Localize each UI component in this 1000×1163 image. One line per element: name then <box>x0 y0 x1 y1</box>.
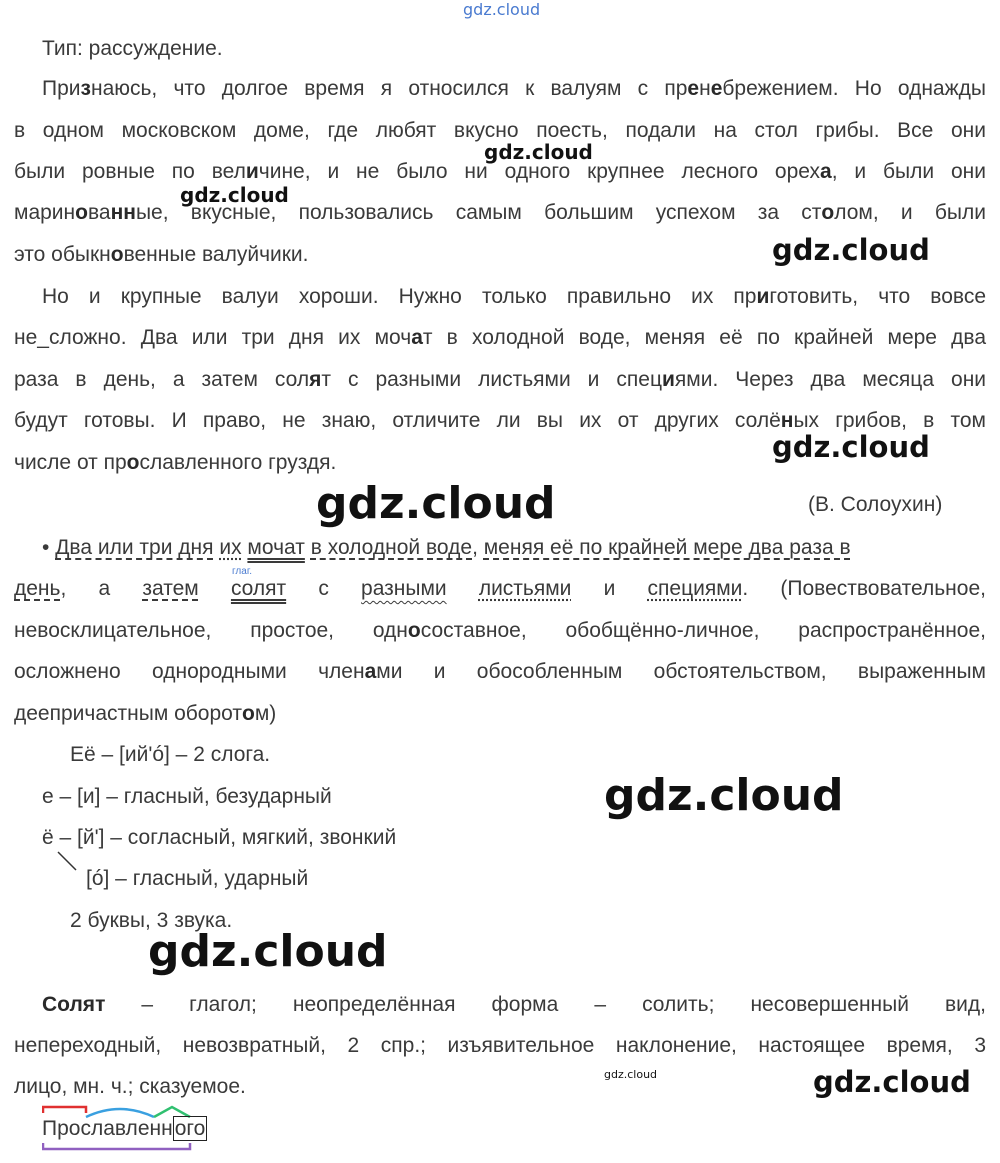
highlighted-letter: а <box>820 160 832 183</box>
phonetic-summary: 2 буквы, 3 звука. <box>70 909 233 932</box>
object-word-3: специями <box>647 577 743 600</box>
text-fragment: это обыкн <box>14 243 111 266</box>
analysis-line5 <box>14 701 986 727</box>
text-fragment: осложнено однородными член <box>14 660 365 683</box>
highlighted-letter: о <box>407 619 421 642</box>
highlighted-letter: а <box>411 326 423 349</box>
text-fragment: ва <box>87 201 111 224</box>
text-fragment: ми и обособленным обстоятельством, выраженным <box>376 660 986 683</box>
highlighted-letter: и <box>661 368 675 391</box>
text-fragment: При <box>42 77 81 100</box>
highlighted-letter: о <box>126 451 140 474</box>
highlighted-letter: е <box>687 77 700 100</box>
text-fragment: брежением. Но однажды <box>722 77 986 100</box>
paragraph1-line <box>14 159 986 185</box>
attribute-word: разными <box>361 577 447 600</box>
watermark: gdz.cloud <box>772 233 930 267</box>
text-fragment: чине, и не было ни одного крупнее лесного орех <box>258 160 820 183</box>
text-fragment: будут готовы. И право, не знаю, отличите ли вы их от других солё <box>14 409 781 432</box>
text-fragment: . (Повествовательное, <box>742 577 986 600</box>
text-fragment: Но и крупные валуи хороши. Нужно только правильно их пр <box>42 285 757 308</box>
highlighted-letter: и <box>756 285 770 308</box>
text-fragment: – глагол; неопределённая форма – солить; несовершенный вид, <box>141 993 986 1016</box>
text-fragment: невосклицательное, простое, одн <box>14 619 408 642</box>
watermark: gdz.cloud <box>148 926 388 977</box>
highlighted-letter: нн <box>110 201 136 224</box>
highlighted-letter: з <box>80 77 91 100</box>
watermark: gdz.cloud <box>813 1065 971 1099</box>
watermark: gdz.cloud <box>316 478 556 529</box>
text-fragment: числе от пр <box>14 451 127 474</box>
object-word-2: листьями <box>478 577 572 600</box>
phonetic-line: [ó] – гласный, ударный <box>86 867 309 890</box>
watermark: gdz.cloud <box>484 140 593 164</box>
word-composition <box>42 1103 242 1155</box>
adverbial-time: Два или три дня <box>55 536 214 559</box>
phonetic-line: ё – [й'] – согласный, мягкий, звонкий <box>42 826 397 849</box>
phonetic-line: е – [и] – гласный, безударный <box>42 785 332 808</box>
text-fragment: ых грибов, в том <box>793 409 986 432</box>
text-fragment: лом, и были <box>834 201 987 224</box>
analyzed-word: Солят <box>42 993 106 1016</box>
paragraph1-line <box>14 200 986 226</box>
analysis-sentence-line2 <box>14 576 986 602</box>
highlighted-letter: о <box>110 243 124 266</box>
watermark: gdz.cloud <box>180 183 289 207</box>
text-type-line: Тип: рассуждение. <box>42 37 223 60</box>
text-fragment: м) <box>254 702 277 725</box>
paragraph2-line <box>14 450 986 476</box>
paragraph1-line: в одном московском доме, где любят вкусно поесть, подали на стол грибы. Все они <box>14 119 986 142</box>
text-fragment: т с разными листьями и спец <box>321 368 662 391</box>
highlighted-letter: о <box>75 201 88 224</box>
participial-phrase: меняя её по крайней мере два раза в <box>483 536 851 559</box>
text-fragment: были ровные по вел <box>14 160 246 183</box>
predicate-word-2: солят <box>230 577 287 600</box>
watermark-top: gdz.cloud <box>463 0 541 19</box>
text-fragment: наюсь, что долгое время я относился к валуям с пр <box>90 77 688 100</box>
verb-tag: глаг. <box>232 566 253 577</box>
text-fragment: венные валуйчики. <box>123 243 309 266</box>
paragraph2-line <box>14 408 986 434</box>
analysis-line4 <box>14 659 986 685</box>
text-fragment: деепричастным оборот <box>14 702 242 725</box>
analysis-line3 <box>14 618 986 644</box>
watermark-small: gdz.cloud <box>604 1068 658 1081</box>
author-attribution: (В. Солоухин) <box>808 493 943 516</box>
preposition: с <box>318 577 329 600</box>
participial-phrase-end: день <box>14 577 61 600</box>
parsed-word <box>42 1115 207 1143</box>
watermark: gdz.cloud <box>772 430 930 464</box>
text-fragment: не_сложно. Два или три дня их моч <box>14 326 412 349</box>
text-fragment: н <box>699 77 711 100</box>
text-fragment: т в холодной воде, меняя её по крайней мере два <box>422 326 987 349</box>
highlighted-letter: а <box>364 660 377 683</box>
prefix-mark <box>43 1107 86 1113</box>
highlighted-letter: о <box>242 702 255 725</box>
paragraph1-line <box>14 242 986 268</box>
morphology-line1 <box>42 992 986 1018</box>
comma: , <box>60 577 67 600</box>
text-fragment: раза в день, а затем сол <box>14 368 310 391</box>
text-fragment: ые, вкусные, пользовались самым большим успехом за ст <box>135 201 822 224</box>
predicate-word: мочат <box>247 536 305 559</box>
paragraph2-line <box>14 367 986 393</box>
analysis-sentence-line1: • Два или три дня их мочат в холодной воде, меняя её по крайней мере два раза в <box>42 536 851 559</box>
bullet: • <box>42 536 50 559</box>
morphology-line2: непереходный, невозвратный, 2 спр.; изъявительное наклонение, настоящее время, 3 <box>14 1034 986 1057</box>
watermark: gdz.cloud <box>604 770 844 821</box>
highlighted-letter: н <box>780 409 794 432</box>
conjunction-2: и <box>603 577 616 600</box>
text-fragment: , и были они <box>831 160 987 183</box>
text-fragment: славленного груздя. <box>139 451 337 474</box>
object-word: их <box>219 536 242 559</box>
adverbial-place: в холодной воде <box>310 536 473 559</box>
text-fragment: готовить, что вовсе <box>769 285 986 308</box>
paragraph1-line <box>42 76 986 102</box>
conjunction: а <box>98 577 111 600</box>
text-fragment: марин <box>14 201 76 224</box>
text-fragment: составное, обобщённо-личное, распространённое, <box>420 619 986 642</box>
phonetic-word-line: Её – [ий'ó] – 2 слога. <box>70 743 271 766</box>
highlighted-letter: е <box>710 77 723 100</box>
highlighted-letter: и <box>245 160 259 183</box>
paragraph2-line <box>42 284 986 310</box>
paragraph2-line <box>14 325 986 351</box>
stem-mark <box>43 1143 190 1149</box>
word-ending: ого <box>174 1117 206 1140</box>
connector-line <box>56 850 78 872</box>
highlighted-letter: я <box>309 368 322 391</box>
highlighted-letter: о <box>821 201 835 224</box>
adverbial-word: затем <box>142 577 199 600</box>
morphology-line3: лицо, мн. ч.; сказуемое. <box>14 1075 246 1098</box>
word-stem: Прославленн <box>42 1117 173 1140</box>
text-fragment: ями. Через два месяца они <box>674 368 987 391</box>
